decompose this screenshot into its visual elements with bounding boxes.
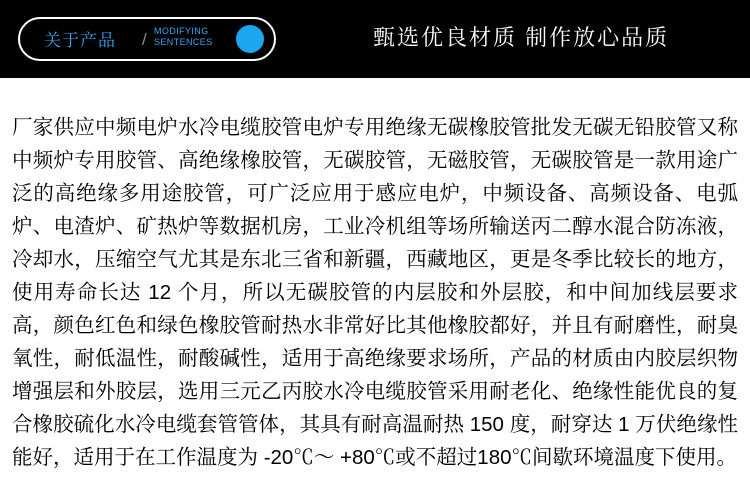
page-title: 甄选优良材质 制作放心品质 — [373, 25, 670, 50]
blue-dot-icon — [236, 25, 264, 53]
badge-cn-label: 关于产品 — [44, 31, 116, 50]
about-product-badge — [18, 17, 276, 61]
description-paragraph: 厂家供应中频电炉水冷电缆胶管电炉专用绝缘无碳橡胶管批发无碳无铅胶管又称中频炉专用胶管、高绝缘橡胶管，无碳胶管，无磁胶管，无碳胶管是一款用途广泛的高绝缘多用途胶管，可广泛应用于感应电炉，中频设备、高频设备、电弧炉、电渣炉、矿热炉等数据机房，工业冷机组等场所输送丙二醇水混合防冻液，冷却水，压缩空气尤其是东北三省和新疆，西藏地区，更是冬季比较长的地方，使用寿命长达 12 个月，所以无碳胶管的内层胶和外层胶，和中间加线层要求高，颜色红色和绿色橡胶管耐热水非常好比其他橡胶都好，并且有耐磨性，耐臭氧性，耐低温性，耐酸碱性，适用于高绝缘要求场所，产品的材质由内胶层织物增强层和外胶层，选用三元乙丙胶水冷电缆胶管采用耐老化、绝缘性能优良的复合橡胶硫化水冷电缆套管管体，其具有耐高温耐热 150 度，耐穿达 1 万伏绝缘性能好，适用于在工作温度为 -20℃～ +80℃或不超过180℃间歇环境温度下使用。 — [12, 115, 738, 469]
badge-en-label: MODIFYING SENTENCES — [154, 26, 213, 47]
description-body — [0, 78, 750, 493]
page-header — [0, 0, 750, 78]
badge-separator: / — [142, 30, 147, 49]
